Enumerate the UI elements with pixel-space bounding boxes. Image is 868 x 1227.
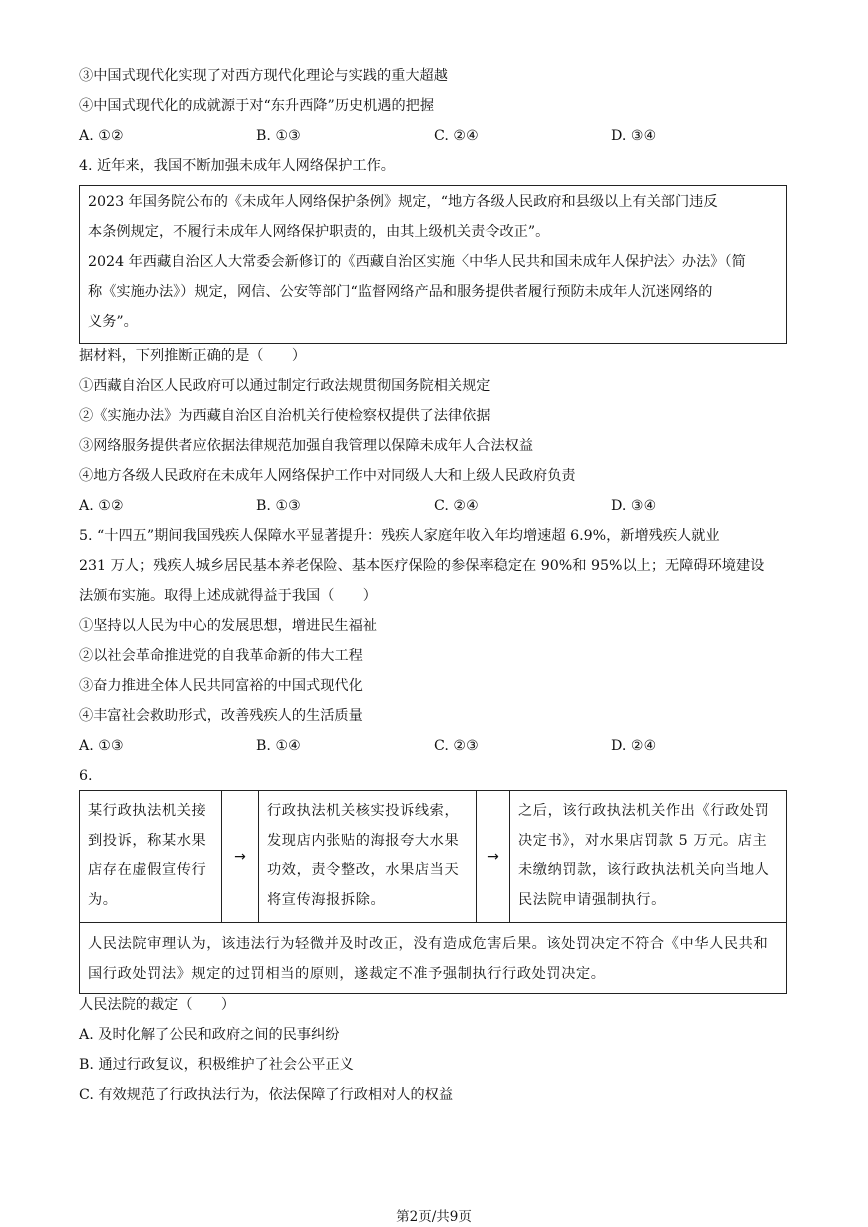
q5-option-d: D. ②④ <box>611 738 657 754</box>
q4-material-line: 2024 年西藏自治区人大常委会新修订的《西藏自治区实施〈中华人民共和国未成年人保护法〉办法》（简 <box>88 254 746 270</box>
q3-option-c: C. ②④ <box>434 128 479 144</box>
q3-options <box>79 126 839 146</box>
q4-item-2: ②《实施办法》为西藏自治区自治机关行使检察权提供了法律依据 <box>79 408 491 424</box>
q5-option-c: C. ②③ <box>434 738 479 754</box>
arrow-right-icon: → <box>477 791 510 922</box>
q3-option-d: D. ③④ <box>611 128 657 144</box>
q6-step-3-text: 之后，该行政执法机关作出《行政处罚决定书》，对水果店罚款 5 万元。店主未缴纳罚款，该行政执法机关向当地人民法院申请强制执行。 <box>518 803 770 908</box>
q6-option-b: B. 通过行政复议，积极维护了社会公平正义 <box>79 1057 354 1073</box>
q4-option-a: A. ①② <box>79 498 124 514</box>
q4-material-line: 本条例规定，不履行未成年人网络保护职责的，由其上级机关责令改正”。 <box>88 224 550 240</box>
q6-step-3-cell <box>510 791 786 922</box>
q4-option-d: D. ③④ <box>611 498 657 514</box>
q4-option-b: B. ①③ <box>256 498 301 514</box>
q5-item-3: ③奋力推进全体人民共同富裕的中国式现代化 <box>79 678 363 694</box>
q5-option-a: A. ①③ <box>79 738 124 754</box>
q5-item-4: ④丰富社会救助形式，改善残疾人的生活质量 <box>79 708 363 724</box>
q5-option-b: B. ①④ <box>256 738 301 754</box>
q6-step-2-cell <box>259 791 477 922</box>
q6-option-c: C. 有效规范了行政执法行为，依法保障了行政相对人的权益 <box>79 1087 454 1103</box>
q4-question: 据材料，下列推断正确的是（ ） <box>79 348 307 364</box>
q5-stem-line: 231 万人；残疾人城乡居民基本养老保险、基本医疗保险的参保率稳定在 90%和 95%以上；无障碍环境建设 <box>79 558 765 574</box>
q6-option-a: A. 及时化解了公民和政府之间的民事纠纷 <box>79 1027 340 1043</box>
q3-item-4: ④中国式现代化的成就源于对“东升西降”历史机遇的把握 <box>79 98 435 114</box>
q6-flow-table <box>79 790 787 994</box>
q6-step-1-text: 某行政执法机关接到投诉，称某水果店存在虚假宣传行为。 <box>88 803 207 908</box>
q4-item-3: ③网络服务提供者应依据法律规范加强自我管理以保障未成年人合法权益 <box>79 438 534 454</box>
q4-options <box>79 496 839 516</box>
q5-item-1: ①坚持以人民为中心的发展思想，增进民生福祉 <box>79 618 377 634</box>
q3-option-b: B. ①③ <box>256 128 301 144</box>
q6-conclusion-text: 人民法院审理认为，该违法行为轻微并及时改正，没有造成危害后果。该处罚决定不符合《中华人民共和国行政处罚法》规定的过罚相当的原则，遂裁定不准予强制执行行政处罚决定。 <box>88 936 769 982</box>
q5-item-2: ②以社会革命推进党的自我革命新的伟大工程 <box>79 648 363 664</box>
q5-options <box>79 736 839 756</box>
q4-material-line: 2023 年国务院公布的《未成年人网络保护条例》规定，“地方各级人民政府和县级以上有关部门违反 <box>88 194 718 210</box>
q6-step-2-text: 行政执法机关核实投诉线索，发现店内张贴的海报夸大水果功效，责令整改，水果店当天将宣传海报拆除。 <box>267 803 460 908</box>
q4-stem: 4. 近年来，我国不断加强未成年人网络保护工作。 <box>79 158 395 174</box>
q5-stem-line: 法颁布实施。取得上述成就得益于我国（ ） <box>79 588 377 604</box>
q3-option-a: A. ①② <box>79 128 124 144</box>
q6-number: 6. <box>79 768 93 784</box>
q4-material-box <box>79 185 787 344</box>
q6-question: 人民法院的裁定（ ） <box>79 997 236 1013</box>
page-number: 第2页/共9页 <box>396 1209 472 1225</box>
q4-material-line: 义务”。 <box>88 314 138 330</box>
q4-item-1: ①西藏自治区人民政府可以通过制定行政法规贯彻国务院相关规定 <box>79 378 491 394</box>
arrow-right-icon: → <box>222 791 259 922</box>
q6-conclusion-cell <box>80 922 786 993</box>
q4-material-line: 称《实施办法》）规定，网信、公安等部门“监督网络产品和服务提供者履行预防未成年人沉迷网络的 <box>88 284 713 300</box>
q4-item-4: ④地方各级人民政府在未成年人网络保护工作中对同级人大和上级人民政府负责 <box>79 468 576 484</box>
q6-step-1-cell <box>80 791 222 922</box>
q4-option-c: C. ②④ <box>434 498 479 514</box>
q3-item-3: ③中国式现代化实现了对西方现代化理论与实践的重大超越 <box>79 68 448 84</box>
q5-stem-line: 5. “十四五”期间我国残疾人保障水平显著提升：残疾人家庭年收入年均增速超 6.9%，新增残疾人就业 <box>79 528 720 544</box>
